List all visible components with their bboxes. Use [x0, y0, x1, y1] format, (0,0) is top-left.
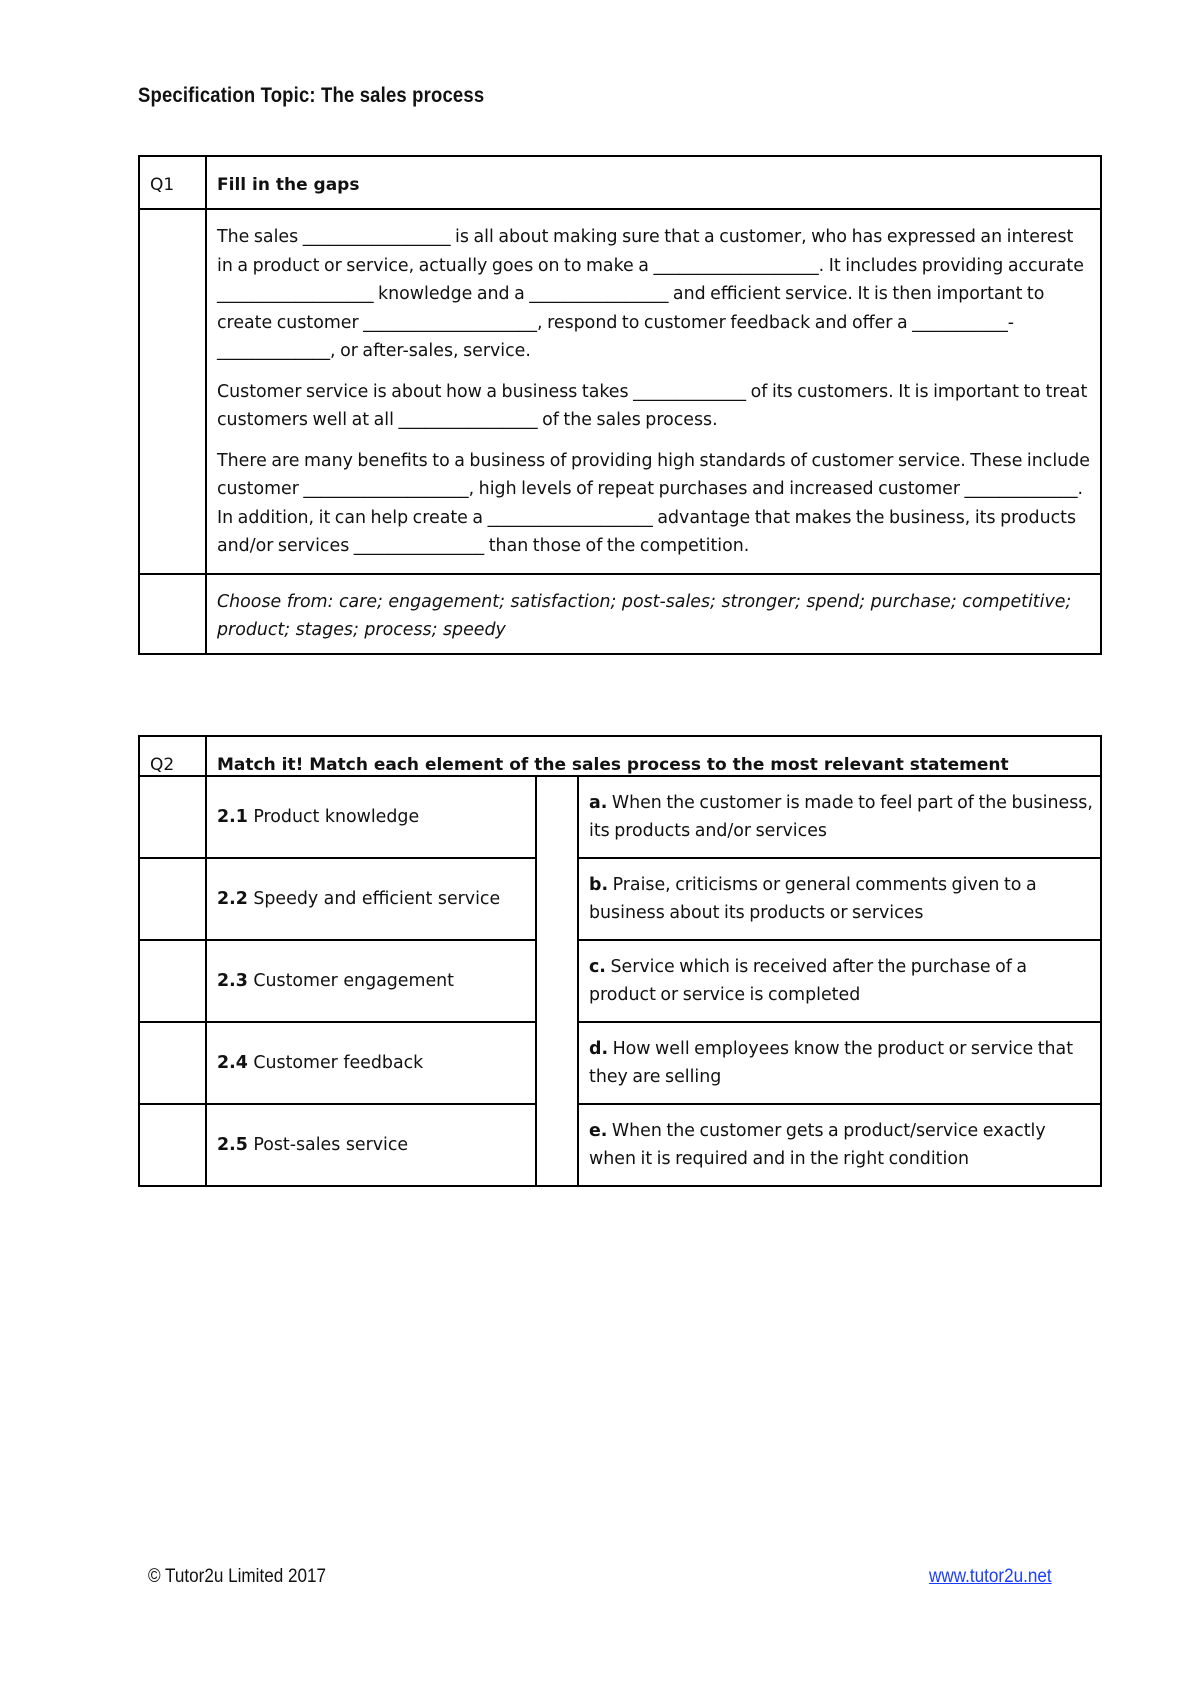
q2-answer-cell [139, 940, 206, 1022]
q2-left-text: Post-sales service [247, 1135, 409, 1155]
q1-title: Fill in the gaps [217, 175, 360, 195]
q2-right-item [578, 1022, 1101, 1104]
q1-choose-cell [206, 574, 1101, 654]
q2-right-item [578, 858, 1101, 940]
q2-left-text: Customer feedback [247, 1053, 424, 1073]
q2-table [138, 735, 1102, 1187]
q2-left-item [206, 1104, 536, 1186]
q2-title: Match it! Match each element of the sales process to the most relevant statement [217, 755, 1009, 775]
q2-left-number: 2.4 [217, 1053, 248, 1073]
q2-right-text: Praise, criticisms or general comments given to a business about its products or services [589, 875, 1037, 923]
q2-left-text: Speedy and efficient service [247, 889, 501, 909]
q2-right-text: When the customer is made to feel part of the business, its products and/or services [589, 793, 1093, 841]
q2-left-text: Customer engagement [247, 971, 454, 991]
q1-paragraph: There are many benefits to a business of providing high standards of customer service. These include customer ___________________, high levels of repeat purchases and increased customer _____________. In addition, it can help create a ___________________ advantage that makes the business, its products and/or services _______________ than those of the competition. [217, 450, 1090, 556]
q1-choose-blank-cell [139, 574, 206, 654]
q2-label: Q2 [150, 755, 175, 775]
website-link[interactable]: www.tutor2u.net [929, 1566, 1052, 1587]
q2-label-cell [139, 736, 206, 776]
q2-right-text: Service which is received after the purchase of a product or service is completed [589, 957, 1028, 1005]
q1-title-cell [206, 156, 1101, 209]
q2-right-item [578, 776, 1101, 858]
q2-left-number: 2.1 [217, 807, 248, 827]
q2-right-letter: c. [589, 957, 606, 977]
q2-right-item [578, 940, 1101, 1022]
q1-paragraph: Customer service is about how a business takes _____________ of its customers. It is important to treat customers well at all ________________ of the sales process. [217, 381, 1088, 430]
q2-left-item [206, 1022, 536, 1104]
q1-label: Q1 [150, 175, 175, 195]
q2-answer-cell [139, 1022, 206, 1104]
q2-right-text: How well employees know the product or service that they are selling [589, 1039, 1074, 1087]
q2-left-text: Product knowledge [247, 807, 420, 827]
q2-right-letter: d. [589, 1039, 609, 1059]
q2-left-number: 2.2 [217, 889, 248, 909]
q2-left-number: 2.5 [217, 1135, 248, 1155]
page-title: Specification Topic: The sales process [138, 84, 485, 107]
q2-right-letter: a. [589, 793, 608, 813]
q1-paragraph: The sales _________________ is all about making sure that a customer, who has expressed an interest in a product or service, actually goes on to make a ___________________. It includes providing accurate __________________ knowledge and a ________________ and efficient service. It is then important to create customer ____________________, respond to customer feedback and offer a ___________-_____________, or after-sales, service. [217, 227, 1084, 361]
q2-answer-cell [139, 776, 206, 858]
q2-answer-cell [139, 1104, 206, 1186]
q1-label-cell [139, 156, 206, 209]
q1-choose-from: Choose from: care; engagement; satisfaction; post-sales; stronger; spend; purchase; competitive; product; stages; process; speedy [217, 591, 1072, 640]
q2-gap-column [536, 776, 578, 1186]
q2-left-item [206, 858, 536, 940]
q2-right-letter: b. [589, 875, 609, 895]
q1-passage [206, 209, 1101, 574]
q2-left-item [206, 940, 536, 1022]
q2-right-letter: e. [589, 1121, 608, 1141]
q2-right-text: When the customer gets a product/service exactly when it is required and in the right condition [589, 1121, 1046, 1169]
q2-right-item [578, 1104, 1101, 1186]
q2-left-number: 2.3 [217, 971, 248, 991]
q2-left-item [206, 776, 536, 858]
copyright-notice: © Tutor2u Limited 2017 [148, 1566, 327, 1587]
q2-answer-cell [139, 858, 206, 940]
q1-table [138, 155, 1102, 655]
q1-answer-blank-cell [139, 209, 206, 574]
q2-title-cell [206, 736, 1101, 776]
